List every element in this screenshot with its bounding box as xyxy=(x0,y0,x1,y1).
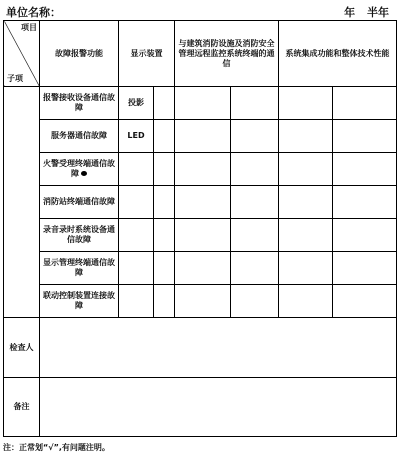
remarks-row xyxy=(4,378,397,437)
header-row xyxy=(4,21,397,87)
row-display-cell xyxy=(119,219,154,252)
fault-alarm-check-table xyxy=(3,20,397,437)
check-cell[interactable] xyxy=(175,219,231,252)
check-cell[interactable] xyxy=(175,87,231,120)
inspector-field[interactable] xyxy=(40,318,397,378)
row-item-label: 联动控制装置连接故障 xyxy=(40,285,119,318)
remarks-field[interactable] xyxy=(40,378,397,437)
check-cell[interactable] xyxy=(154,153,175,186)
check-cell[interactable] xyxy=(175,153,231,186)
row-display-cell: LED xyxy=(119,120,154,153)
check-cell[interactable] xyxy=(333,120,397,153)
year-halfyear-label: 年 半年 xyxy=(344,6,389,19)
check-cell[interactable] xyxy=(175,186,231,219)
col-header-comm: 与建筑消防设施及消防安全管理远程监控系统终端的通信 xyxy=(175,21,279,87)
check-cell[interactable] xyxy=(279,285,333,318)
ink-blot-mark xyxy=(81,171,87,176)
check-cell[interactable] xyxy=(154,87,175,120)
diag-bottom-label: 子项 xyxy=(7,74,23,83)
remarks-label: 备注 xyxy=(4,378,40,437)
inspector-label: 检查人 xyxy=(4,318,40,378)
blank-item-cell xyxy=(4,87,40,318)
check-cell[interactable] xyxy=(279,153,333,186)
check-cell[interactable] xyxy=(175,285,231,318)
check-cell[interactable] xyxy=(333,252,397,285)
check-cell[interactable] xyxy=(231,153,279,186)
footnote: 注：正常划“√”,有问题注明。 xyxy=(3,443,110,452)
row-item-label: 服务器通信故障 xyxy=(40,120,119,153)
check-cell[interactable] xyxy=(333,153,397,186)
check-cell[interactable] xyxy=(333,87,397,120)
col-header-integration: 系统集成功能和整体技术性能 xyxy=(279,21,397,87)
col-header-display: 显示装置 xyxy=(119,21,175,87)
row-display-cell: 投影 xyxy=(119,87,154,120)
check-cell[interactable] xyxy=(279,219,333,252)
check-cell[interactable] xyxy=(333,186,397,219)
check-cell[interactable] xyxy=(333,219,397,252)
check-cell[interactable] xyxy=(154,120,175,153)
row-item-label: 显示管理终端通信故障 xyxy=(40,252,119,285)
row-display-cell xyxy=(119,285,154,318)
check-cell[interactable] xyxy=(333,285,397,318)
check-cell[interactable] xyxy=(231,219,279,252)
check-cell[interactable] xyxy=(231,252,279,285)
row-item-label: 消防站终端通信故障 xyxy=(40,186,119,219)
inspector-row xyxy=(4,318,397,378)
row-item-text: 火警受理终端通信故障 xyxy=(43,159,115,178)
row-item-label: 报警接收设备通信故障 xyxy=(40,87,119,120)
table-row xyxy=(4,186,397,219)
check-cell[interactable] xyxy=(279,252,333,285)
row-display-cell xyxy=(119,186,154,219)
row-item-label xyxy=(40,153,119,186)
check-cell[interactable] xyxy=(175,252,231,285)
table-row xyxy=(4,153,397,186)
check-cell[interactable] xyxy=(154,285,175,318)
table-row xyxy=(4,120,397,153)
check-cell[interactable] xyxy=(279,186,333,219)
check-cell[interactable] xyxy=(231,120,279,153)
diag-top-label: 项目 xyxy=(21,23,37,32)
check-cell[interactable] xyxy=(154,252,175,285)
table-row xyxy=(4,252,397,285)
row-item-label: 录音录时系统设备通信故障 xyxy=(40,219,119,252)
table-row xyxy=(4,219,397,252)
row-display-cell xyxy=(119,153,154,186)
check-cell[interactable] xyxy=(231,186,279,219)
check-cell[interactable] xyxy=(279,87,333,120)
check-cell[interactable] xyxy=(231,87,279,120)
check-cell[interactable] xyxy=(231,285,279,318)
table-row xyxy=(4,87,397,120)
check-cell[interactable] xyxy=(154,186,175,219)
col-header-function: 故障报警功能 xyxy=(40,21,119,87)
check-cell[interactable] xyxy=(154,219,175,252)
unit-name-label: 单位名称： xyxy=(6,6,61,19)
diagonal-header-cell xyxy=(4,21,40,87)
table-row xyxy=(4,285,397,318)
check-cell[interactable] xyxy=(175,120,231,153)
row-display-cell xyxy=(119,252,154,285)
check-cell[interactable] xyxy=(279,120,333,153)
